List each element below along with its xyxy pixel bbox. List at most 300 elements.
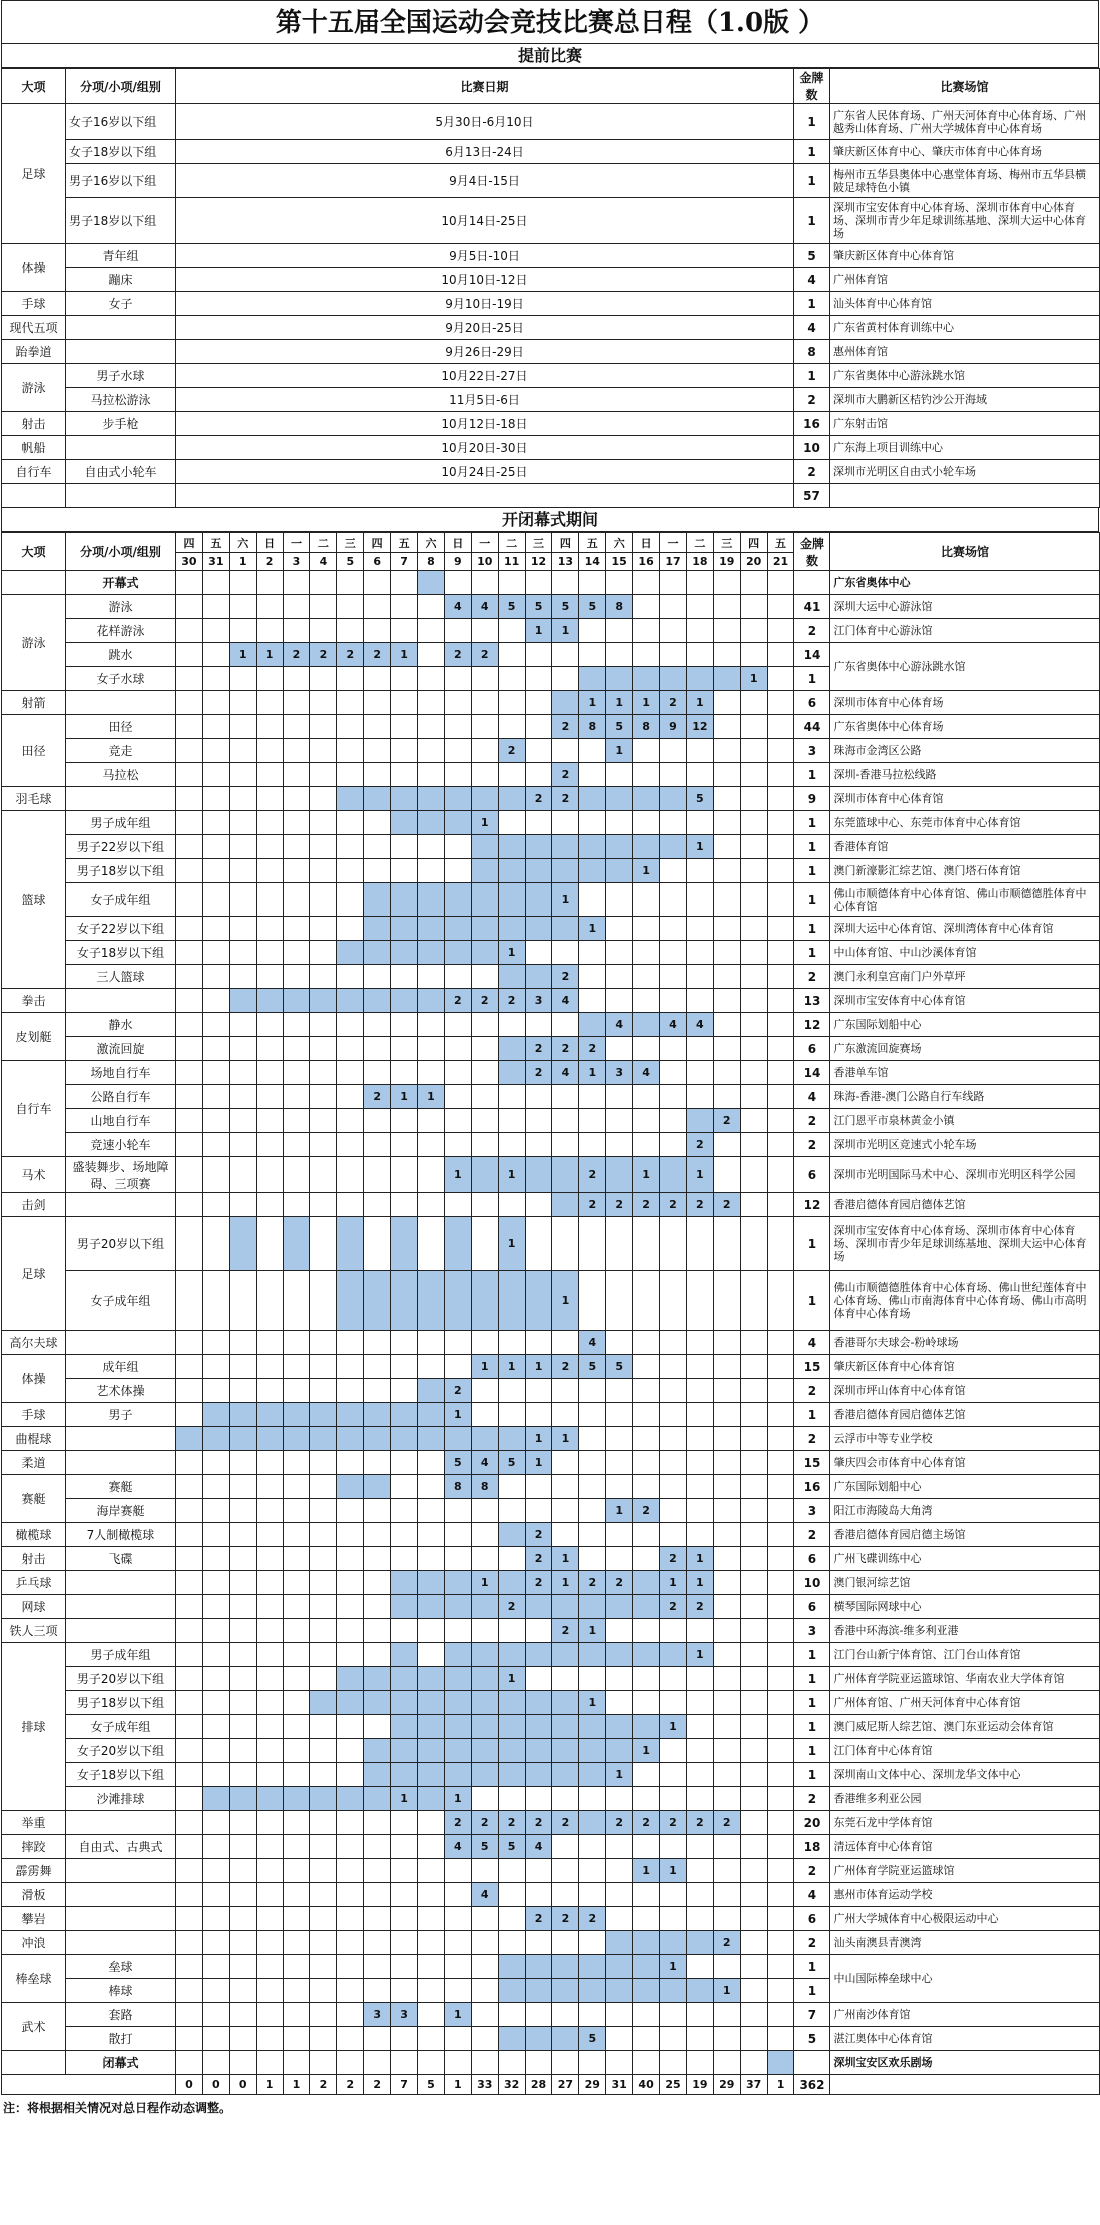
day-cell xyxy=(498,667,525,691)
day-cell xyxy=(256,1595,283,1619)
venue-cell: 广州体育学院亚运篮球馆、华南农业大学体育馆 xyxy=(830,1667,1100,1691)
day-cell: 2 xyxy=(525,1037,552,1061)
sub-cell: 赛艇 xyxy=(66,1475,176,1499)
day-cell xyxy=(444,1931,471,1955)
day-cell xyxy=(229,989,256,1013)
day-cell xyxy=(391,989,418,1013)
sub-cell: 垒球 xyxy=(66,1955,176,1979)
day-cell xyxy=(444,1427,471,1451)
gold-cell: 1 xyxy=(794,1643,830,1667)
day-cell xyxy=(202,1835,229,1859)
day-cell xyxy=(471,1217,498,1271)
day-cell xyxy=(686,1691,713,1715)
gold-cell: 2 xyxy=(794,1133,830,1157)
day-cell xyxy=(418,811,445,835)
venue-cell: 深圳市光明区竞速式小轮车场 xyxy=(830,1133,1100,1157)
day-cell xyxy=(740,1691,767,1715)
total-cell: 28 xyxy=(525,2075,552,2095)
table-row xyxy=(2,859,1100,883)
day-cell: 1 xyxy=(579,917,606,941)
day-cell xyxy=(525,917,552,941)
total-cell: 2 xyxy=(364,2075,391,2095)
day-cell xyxy=(767,2027,794,2051)
day-cell xyxy=(418,1691,445,1715)
day-cell xyxy=(176,1859,203,1883)
gold-cell: 10 xyxy=(794,1571,830,1595)
main-header-sub: 分项/小项/组别 xyxy=(66,533,176,571)
total-cell: 2 xyxy=(310,2075,337,2095)
day-cell xyxy=(337,1193,364,1217)
day-cell: 3 xyxy=(525,989,552,1013)
day-cell xyxy=(283,1271,310,1331)
day-cell xyxy=(283,1571,310,1595)
day-cell xyxy=(525,941,552,965)
day-cell xyxy=(202,941,229,965)
day-cell xyxy=(202,667,229,691)
day-cell xyxy=(498,643,525,667)
sub-cell xyxy=(66,1883,176,1907)
day-cell xyxy=(660,1643,687,1667)
table-row xyxy=(2,1475,1100,1499)
day-cell xyxy=(579,1217,606,1271)
venue-cell: 东莞篮球中心、东莞市体育中心体育馆 xyxy=(830,811,1100,835)
day-cell xyxy=(391,787,418,811)
day-cell xyxy=(767,1859,794,1883)
day-cell xyxy=(418,1523,445,1547)
total-cell: 0 xyxy=(176,2075,203,2095)
day-cell xyxy=(686,739,713,763)
day-cell xyxy=(767,1571,794,1595)
day-cell xyxy=(660,1475,687,1499)
day-cell: 1 xyxy=(418,1085,445,1109)
sub-cell: 女子成年组 xyxy=(66,1715,176,1739)
venue-cell xyxy=(830,484,1100,508)
day-cell xyxy=(337,1619,364,1643)
day-cell xyxy=(229,883,256,917)
day-cell: 2 xyxy=(525,1811,552,1835)
day-cell xyxy=(337,1331,364,1355)
day-cell xyxy=(498,1619,525,1643)
day-cell xyxy=(418,1595,445,1619)
table-row xyxy=(2,989,1100,1013)
day-cell xyxy=(525,1931,552,1955)
day-cell xyxy=(579,989,606,1013)
venue-cell: 广州南沙体育馆 xyxy=(830,2003,1100,2027)
day-cell xyxy=(606,1037,633,1061)
day-cell xyxy=(686,1451,713,1475)
day-cell xyxy=(364,1931,391,1955)
day-cell xyxy=(364,1691,391,1715)
day-cell xyxy=(176,1955,203,1979)
day-cell xyxy=(229,1547,256,1571)
day-cell: 2 xyxy=(552,1811,579,1835)
venue-cell: 佛山市顺德德胜体育中心体育场、佛山世纪莲体育中心体育场、佛山市南海体育中心体育场、佛山市高明体育中心体育场 xyxy=(830,1271,1100,1331)
day-cell xyxy=(552,1133,579,1157)
day-cell xyxy=(176,989,203,1013)
day-cell: 1 xyxy=(552,1571,579,1595)
day-cell xyxy=(686,1379,713,1403)
day-cell xyxy=(579,1787,606,1811)
gold-cell: 2 xyxy=(794,1787,830,1811)
day-cell xyxy=(364,1787,391,1811)
gold-cell: 6 xyxy=(794,1595,830,1619)
day-cell xyxy=(444,1643,471,1667)
day-cell xyxy=(713,917,740,941)
day-cell xyxy=(391,1193,418,1217)
gold-cell: 12 xyxy=(794,1193,830,1217)
day-cell xyxy=(713,941,740,965)
day-cell xyxy=(418,2003,445,2027)
day-cell: 1 xyxy=(579,1691,606,1715)
day-cell xyxy=(633,1547,660,1571)
day-cell xyxy=(283,2051,310,2075)
total-cell: 2 xyxy=(337,2075,364,2095)
day-cell xyxy=(310,1217,337,1271)
date-cell: 9月26日-29日 xyxy=(176,340,794,364)
day-cell xyxy=(525,1691,552,1715)
day-cell xyxy=(767,763,794,787)
day-cell xyxy=(229,1667,256,1691)
day-cell: 2 xyxy=(633,1811,660,1835)
footnote: 注：将根据相关情况对总日程作动态调整。 xyxy=(3,2101,232,2115)
day-cell xyxy=(633,667,660,691)
day-cell xyxy=(552,1217,579,1271)
day-cell xyxy=(606,2051,633,2075)
date-cell: 10月22日-27日 xyxy=(176,364,794,388)
day-cell xyxy=(660,1835,687,1859)
table-row xyxy=(2,1835,1100,1859)
day-cell xyxy=(310,1355,337,1379)
day-cell xyxy=(633,965,660,989)
date-cell: 9月4日-15日 xyxy=(176,164,794,198)
day-cell xyxy=(552,1715,579,1739)
day-cell xyxy=(444,2027,471,2051)
day-cell xyxy=(364,2027,391,2051)
day-cell xyxy=(498,2003,525,2027)
day-cell xyxy=(552,1835,579,1859)
day-cell xyxy=(606,1109,633,1133)
day-cell xyxy=(633,835,660,859)
day-cell xyxy=(740,1403,767,1427)
major-cell: 乒乓球 xyxy=(2,1571,66,1595)
day-cell xyxy=(579,1547,606,1571)
day-cell: 1 xyxy=(498,1667,525,1691)
day-cell xyxy=(391,1475,418,1499)
day-cell xyxy=(606,989,633,1013)
day-cell xyxy=(660,1667,687,1691)
day-cell xyxy=(633,883,660,917)
day-cell xyxy=(256,739,283,763)
venue-cell: 深圳市体育中心体育馆 xyxy=(830,787,1100,811)
weekday-header: 六 xyxy=(229,533,256,553)
major-cell: 击剑 xyxy=(2,1193,66,1217)
major-cell: 现代五项 xyxy=(2,316,66,340)
day-cell xyxy=(579,2051,606,2075)
day-cell xyxy=(579,1955,606,1979)
day-cell: 1 xyxy=(552,1427,579,1451)
day-cell xyxy=(364,1427,391,1451)
day-cell xyxy=(229,1133,256,1157)
day-cell: 1 xyxy=(471,1571,498,1595)
gold-cell: 1 xyxy=(794,763,830,787)
day-cell xyxy=(525,1715,552,1739)
day-cell xyxy=(686,811,713,835)
day-cell xyxy=(364,1271,391,1331)
venue-cell: 广东省奥体中心 xyxy=(830,571,1100,595)
day-cell xyxy=(471,1427,498,1451)
day-cell xyxy=(606,1883,633,1907)
day-cell xyxy=(579,811,606,835)
day-cell xyxy=(498,811,525,835)
sub-cell: 海岸赛艇 xyxy=(66,1499,176,1523)
day-cell xyxy=(310,811,337,835)
day-cell xyxy=(391,1157,418,1193)
major-cell: 排球 xyxy=(2,1643,66,1811)
day-cell xyxy=(660,989,687,1013)
day-cell xyxy=(767,571,794,595)
total-gold: 362 xyxy=(794,2075,830,2095)
day-cell xyxy=(229,1883,256,1907)
day-cell xyxy=(364,667,391,691)
day-cell xyxy=(713,1595,740,1619)
day-cell xyxy=(525,811,552,835)
day-cell xyxy=(176,1883,203,1907)
day-cell xyxy=(229,1907,256,1931)
day-cell xyxy=(660,1979,687,2003)
day-cell xyxy=(471,2003,498,2027)
day-cell xyxy=(525,1193,552,1217)
day-cell xyxy=(310,835,337,859)
date-header: 18 xyxy=(686,553,713,571)
day-cell xyxy=(713,715,740,739)
day-cell xyxy=(418,1955,445,1979)
day-cell xyxy=(660,595,687,619)
day-cell xyxy=(444,571,471,595)
day-cell: 2 xyxy=(579,1571,606,1595)
day-cell xyxy=(283,1835,310,1859)
day-cell: 2 xyxy=(633,1193,660,1217)
day-cell xyxy=(337,1883,364,1907)
day-cell xyxy=(633,2027,660,2051)
day-cell xyxy=(498,1787,525,1811)
day-cell xyxy=(364,1061,391,1085)
table-row xyxy=(2,1271,1100,1331)
day-cell xyxy=(256,2003,283,2027)
day-cell: 1 xyxy=(552,1547,579,1571)
day-cell xyxy=(525,859,552,883)
sub-cell xyxy=(66,340,176,364)
day-cell xyxy=(337,1271,364,1331)
day-cell xyxy=(767,1979,794,2003)
day-cell xyxy=(525,715,552,739)
venue-cell: 江门台山新宁体育馆、江门台山体育馆 xyxy=(830,1643,1100,1667)
day-cell xyxy=(176,1907,203,1931)
day-cell: 8 xyxy=(471,1475,498,1499)
day-cell xyxy=(256,989,283,1013)
day-cell xyxy=(552,1109,579,1133)
day-cell xyxy=(176,667,203,691)
day-cell xyxy=(579,667,606,691)
weekday-header: 四 xyxy=(552,533,579,553)
day-cell xyxy=(444,1595,471,1619)
sub-cell: 花样游泳 xyxy=(66,619,176,643)
day-cell xyxy=(229,1013,256,1037)
day-cell xyxy=(310,1787,337,1811)
day-cell xyxy=(176,811,203,835)
day-cell xyxy=(740,1271,767,1331)
day-cell xyxy=(418,1331,445,1355)
day-cell xyxy=(310,1955,337,1979)
table-row xyxy=(2,1013,1100,1037)
day-cell xyxy=(740,1643,767,1667)
table-row xyxy=(2,917,1100,941)
day-cell: 5 xyxy=(579,595,606,619)
sub-cell: 马拉松游泳 xyxy=(66,388,176,412)
day-cell xyxy=(337,619,364,643)
day-cell xyxy=(552,643,579,667)
day-cell xyxy=(337,1931,364,1955)
day-cell xyxy=(283,883,310,917)
major-cell: 棒垒球 xyxy=(2,1955,66,2003)
day-cell xyxy=(283,2027,310,2051)
venue-cell: 香港中环海滨-维多利亚港 xyxy=(830,1619,1100,1643)
sub-cell: 棒球 xyxy=(66,1979,176,2003)
venue-cell: 惠州体育馆 xyxy=(830,340,1100,364)
day-cell xyxy=(337,1547,364,1571)
day-cell: 2 xyxy=(552,787,579,811)
pre-section-title: 提前比赛 xyxy=(1,44,1099,68)
gold-cell: 1 xyxy=(794,364,830,388)
day-cell xyxy=(660,1403,687,1427)
day-cell xyxy=(552,1523,579,1547)
day-cell xyxy=(606,1427,633,1451)
day-cell xyxy=(498,2027,525,2051)
day-cell xyxy=(767,1835,794,1859)
day-cell xyxy=(525,1667,552,1691)
day-cell xyxy=(552,941,579,965)
day-cell xyxy=(713,1715,740,1739)
day-cell xyxy=(283,1475,310,1499)
day-cell xyxy=(633,1835,660,1859)
day-cell xyxy=(444,1883,471,1907)
day-cell xyxy=(525,1109,552,1133)
day-cell xyxy=(713,1619,740,1643)
venue-cell: 香港启德体育园启德主场馆 xyxy=(830,1523,1100,1547)
day-cell xyxy=(660,763,687,787)
day-cell xyxy=(498,917,525,941)
day-cell xyxy=(418,763,445,787)
weekday-header: 日 xyxy=(444,533,471,553)
table-row xyxy=(2,1037,1100,1061)
gold-cell: 2 xyxy=(794,619,830,643)
day-cell xyxy=(283,1787,310,1811)
day-cell xyxy=(767,2051,794,2075)
day-cell: 4 xyxy=(686,1013,713,1037)
day-cell xyxy=(660,917,687,941)
day-cell xyxy=(202,1451,229,1475)
day-cell xyxy=(418,1379,445,1403)
day-cell xyxy=(633,2003,660,2027)
day-cell xyxy=(364,1523,391,1547)
table-row xyxy=(2,436,1100,460)
day-cell xyxy=(391,619,418,643)
day-cell xyxy=(202,1571,229,1595)
day-cell xyxy=(498,1331,525,1355)
day-cell xyxy=(713,1763,740,1787)
sub-cell: 田径 xyxy=(66,715,176,739)
day-cell xyxy=(767,1715,794,1739)
day-cell xyxy=(579,1499,606,1523)
day-cell xyxy=(283,1763,310,1787)
day-cell xyxy=(498,859,525,883)
venue-cell: 广东省奥体中心游泳跳水馆 xyxy=(830,643,1100,691)
day-cell xyxy=(176,1667,203,1691)
gold-cell: 44 xyxy=(794,715,830,739)
sub-cell: 跳水 xyxy=(66,643,176,667)
day-cell xyxy=(364,1859,391,1883)
weekday-header: 二 xyxy=(686,533,713,553)
day-cell: 4 xyxy=(552,1061,579,1085)
table-row xyxy=(2,1403,1100,1427)
gold-cell: 1 xyxy=(794,883,830,917)
day-cell xyxy=(444,691,471,715)
weekday-header: 三 xyxy=(525,533,552,553)
day-cell: 2 xyxy=(713,1811,740,1835)
day-cell xyxy=(176,1979,203,2003)
day-cell: 2 xyxy=(525,1523,552,1547)
day-cell xyxy=(633,1523,660,1547)
day-cell xyxy=(310,1619,337,1643)
day-cell xyxy=(310,1379,337,1403)
weekday-header: 一 xyxy=(471,533,498,553)
venue-cell: 清远体育中心体育馆 xyxy=(830,1835,1100,1859)
day-cell xyxy=(606,1955,633,1979)
day-cell xyxy=(229,1931,256,1955)
day-cell xyxy=(202,1403,229,1427)
day-cell xyxy=(202,595,229,619)
day-cell xyxy=(606,883,633,917)
table-row xyxy=(2,787,1100,811)
day-cell xyxy=(713,1085,740,1109)
day-cell xyxy=(606,2027,633,2051)
venue-cell: 深圳市大鹏新区桔钓沙公开海域 xyxy=(830,388,1100,412)
day-cell xyxy=(660,643,687,667)
day-cell xyxy=(283,811,310,835)
day-cell xyxy=(686,2027,713,2051)
day-cell xyxy=(552,667,579,691)
day-cell xyxy=(202,2027,229,2051)
day-cell xyxy=(579,1427,606,1451)
sub-cell: 男子18岁以下组 xyxy=(66,198,176,244)
day-cell xyxy=(337,1739,364,1763)
day-cell xyxy=(176,739,203,763)
day-cell xyxy=(767,1451,794,1475)
day-cell xyxy=(229,1331,256,1355)
venue-cell: 广州体育馆 xyxy=(830,268,1100,292)
day-cell xyxy=(498,1499,525,1523)
sub-cell: 盛装舞步、场地障碍、三项赛 xyxy=(66,1157,176,1193)
day-cell xyxy=(202,643,229,667)
day-cell xyxy=(498,619,525,643)
venue-cell: 香港单车馆 xyxy=(830,1061,1100,1085)
day-cell xyxy=(391,835,418,859)
day-cell xyxy=(337,989,364,1013)
day-cell: 1 xyxy=(391,1787,418,1811)
day-cell xyxy=(256,1523,283,1547)
day-cell xyxy=(283,595,310,619)
major-cell: 羽毛球 xyxy=(2,787,66,811)
day-cell xyxy=(364,739,391,763)
